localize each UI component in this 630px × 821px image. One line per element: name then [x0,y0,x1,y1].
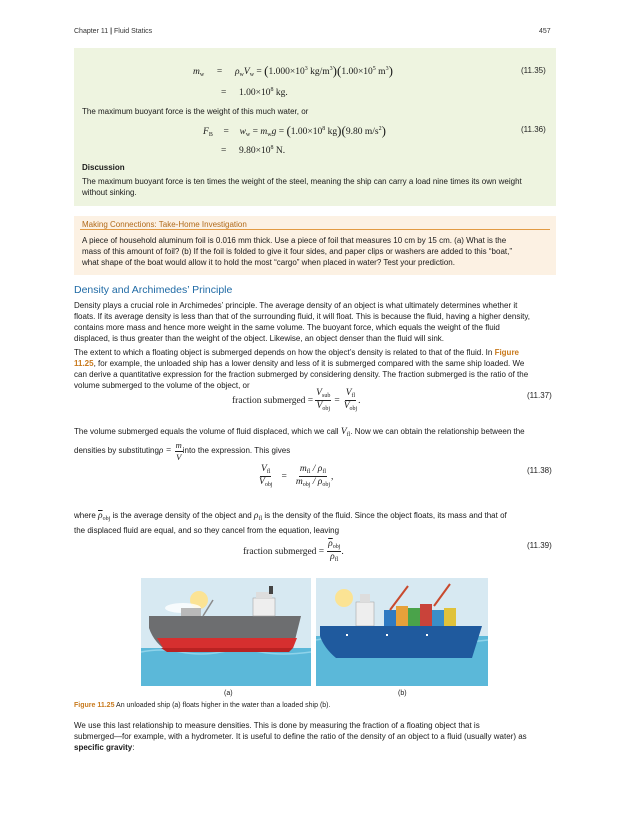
paragraph-3-line-1: The volume submerged equals the volume of fluid displaced, which we call $V_{fl}$. Now we can obtain the relationship between the [74,427,525,438]
equation-11-35-line-2: = $1.00\times 10^8$ kg. [221,87,288,98]
porthole [346,634,348,636]
making-connections-line-3: what shape of the boat would allow it to hold the most “cargo” when placed in water? Test your prediction. [82,258,455,267]
deck-gear [181,608,201,616]
sun [335,589,353,607]
page-number: 457 [539,28,551,35]
paragraph-3-line-2: densities by substituting ρ = $\frac{m}{V}$ into the expression. This gives [74,440,291,462]
discussion-line-2: without sinking. [82,188,137,197]
porthole [386,634,388,636]
paragraph-2-line-1: The extent to which a floating object is submerged depends on how the object’s density is related to that of the fluid. In Figure [74,348,520,357]
equation-11-35-line-1: $m_w = \rho_wV_w = (1.000\times 10^3$ $kg/m^3)(1.00\times 10^5$ $m^3$) [193,63,393,78]
paragraph-4-line-1: where $\overline{\rho}_{obj}$ is the average density of the object and $\rho_{fl}$ is the density of the fluid. Since the object floats, its mass and that of [74,511,507,522]
section-heading: Density and Archimedes’ Principle [74,284,233,296]
equation-number-11-38: (11.38) [527,466,552,475]
equation-11-36-line-1: $F_B = w_w = m_wg = (1.00\times 10^8$ kg)(9.80 $m/s^2$) [203,123,386,138]
bridge [356,602,374,626]
paragraph-1-line-2: floats. If its average density is less than that of the surrounding fluid, it will float. This is because the fluid, having a higher density, [74,312,530,321]
container-stack [384,610,396,626]
header-separator: | [110,28,113,35]
equation-11-39: fraction submerged = $\frac{\overline{\rho}_{obj}}{\rho_{fl}}$ . [243,539,344,563]
equation-number-11-36: (11.36) [521,125,546,134]
making-connections-rule [80,229,550,230]
specific-gravity-term: specific gravity [74,743,133,752]
closing-line-3: specific gravity: [74,743,135,752]
discussion-heading: Discussion [82,163,125,172]
container-stack [444,608,456,626]
equation-11-38: $\frac{V_{fl}}{V_{obj}}$ = $\frac{m_{fl} / \rho_{fl}}{m_{obj} / \rho_{obj}}$ , [259,464,334,488]
figure-link[interactable]: Figure [494,348,520,357]
hull-below-water [161,648,293,652]
discussion-line-1: The maximum buoyant force is ten times the weight of the steel, meaning the ship can carry a load nine times its own weight [82,177,522,186]
equation-number-11-37: (11.37) [527,391,552,400]
making-connections-line-2: mass of this amount of foil? (b) If the foil is folded to give it four sides, and paper clips or washers are added to this “boat,” [82,247,512,256]
paragraph-1-line-4: displaced, is thus greater than the weight of the object. Likewise, an object denser than the fluid will sink. [74,334,444,343]
closing-line-1: We use this last relationship to measure densities. This is done by measuring the fraction of a floating object that is [74,721,480,730]
paragraph-4-line-2: the displaced fluid are equal, and so they cancel from the equation, leaving [74,526,340,535]
figure-panel-b-loaded-ship [316,578,488,686]
paragraph-1-line-1: Density plays a crucial role in Archimedes’ principle. The average density of an object is what ultimately determines whether it [74,301,518,310]
container-stack [396,606,408,626]
closing-line-2: submerged—for example, with a hydrometer. It is useful to define the ratio of the density of an object to a fluid (usually water) as [74,732,527,741]
chapter-title: Fluid Statics [114,28,153,35]
container-stack [420,604,432,626]
equation-number-11-39: (11.39) [527,541,552,550]
paragraph-1-line-3: contains more mass and hence more weight in the same volume. The buoyant force, which equals the weight of the fluid [74,323,500,332]
funnel [269,586,273,594]
paragraph-2-line-4: volume submerged to the volume of the object, or [74,381,250,390]
equation-number-11-35: (11.35) [521,66,546,75]
figure-label-a: (a) [224,690,233,697]
hull [320,626,482,658]
chapter-label: Chapter 11 [74,28,109,35]
bridge-top [360,594,370,602]
paragraph-2-line-2: 11.25, for example, the unloaded ship has a lower density and less of it is submerged compared with the same ship loaded. We [74,359,525,368]
paragraph-2-line-3: can derive a quantitative expression for the fraction submerged by considering density. The fraction submerged is the ratio of the [74,370,529,379]
porthole [426,634,428,636]
container-stack [408,608,420,626]
making-connections-line-1: A piece of household aluminum foil is 0.016 mm thick. Use a piece of foil that measures 10 cm by 15 cm. (a) What is the [82,236,507,245]
max-force-text: The maximum buoyant force is the weight of this much water, or [82,107,309,116]
equation-11-37: fraction submerged = $\frac{V_{sub}}{V_{obj}}$ = $\frac{V_{fl}}{V_{obj}}$ . [232,388,361,412]
equation-11-36-line-2: = $9.80\times 10^8$ N. [221,145,286,156]
figure-number-link[interactable]: 11.25 [74,359,94,368]
figure-label-b: (b) [398,690,407,697]
figure-caption: Figure 11.25 An unloaded ship (a) floats higher in the water than a loaded ship (b). [74,702,331,709]
bridge [253,598,275,616]
hull-waterline [157,638,297,648]
container-stack [432,610,444,626]
figure-panel-a-unloaded-ship [141,578,311,686]
running-header [74,28,152,35]
making-connections-title: Making Connections: Take-Home Investigation [82,220,247,229]
